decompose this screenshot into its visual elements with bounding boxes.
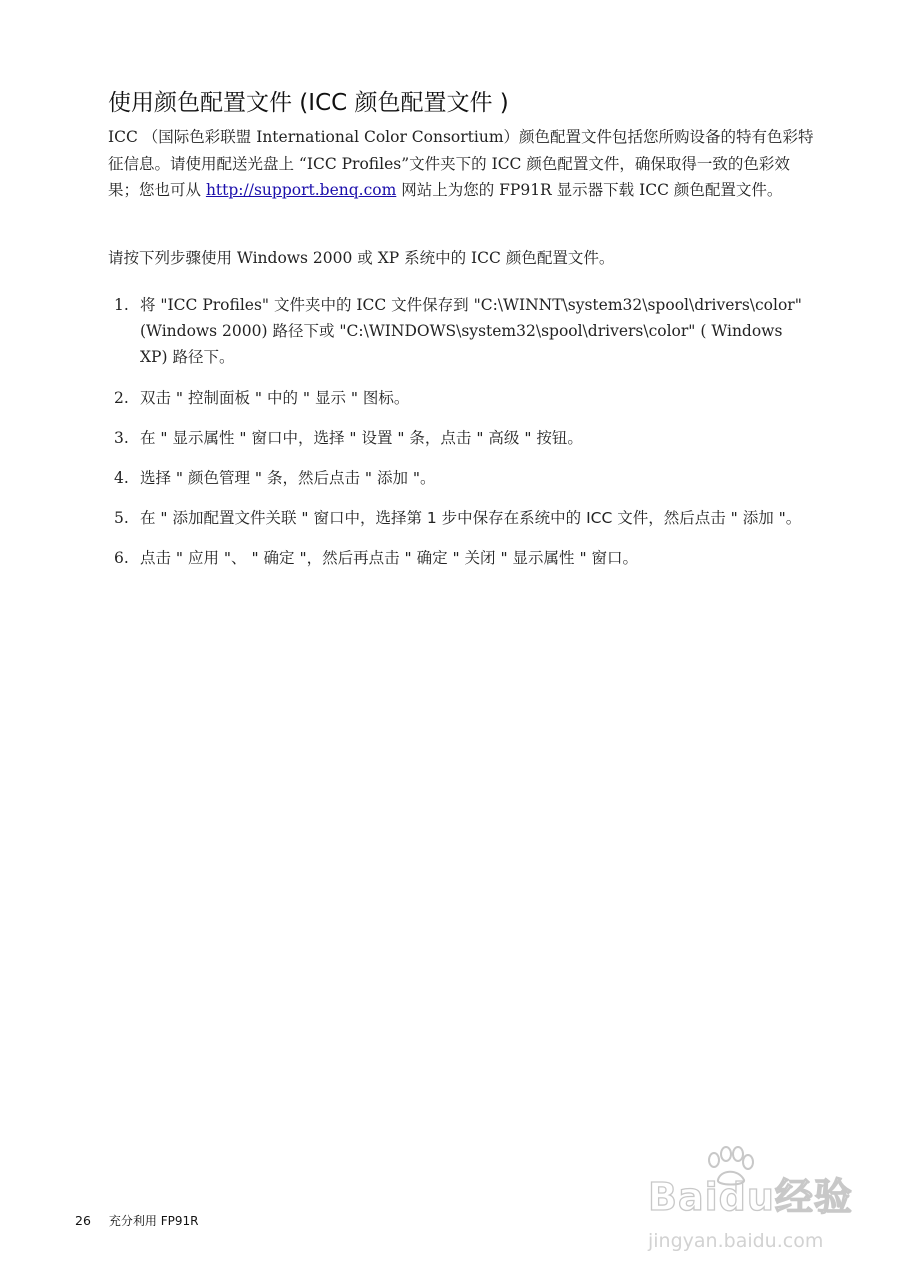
steps-list bbox=[108, 292, 814, 571]
step-item bbox=[108, 425, 814, 451]
watermark-url: jingyan.baidu.com bbox=[648, 1230, 824, 1252]
baidu-watermark bbox=[648, 1146, 854, 1268]
step-number: 2. bbox=[114, 389, 129, 407]
step-item bbox=[108, 545, 814, 571]
watermark-brand: Baidu经验 bbox=[648, 1175, 853, 1219]
section-title: 使用颜色配置文件 (ICC 颜色配置文件 ) bbox=[108, 90, 509, 116]
step-number: 6. bbox=[114, 549, 129, 567]
step-text: 在 " 显示属性 " 窗口中，选择 " 设置 " 条，点击 " 高级 " 按钮。 bbox=[140, 429, 583, 447]
page-number: 26 bbox=[75, 1213, 91, 1228]
step-text: 双击 " 控制面板 " 中的 " 显示 " 图标。 bbox=[140, 389, 410, 407]
intro-text-after-link: 网站上为您的 FP91R 显示器下载 ICC 颜色配置文件。 bbox=[396, 181, 783, 199]
step-item bbox=[108, 465, 814, 491]
step-number: 5. bbox=[114, 509, 129, 527]
steps-lead-text: 请按下列步骤使用 Windows 2000 或 XP 系统中的 ICC 颜色配置文件。 bbox=[108, 249, 615, 267]
step-number: 1. bbox=[114, 296, 129, 314]
step-item bbox=[108, 505, 814, 531]
page-footer bbox=[75, 1212, 198, 1229]
step-text: 将 "ICC Profiles" 文件夹中的 ICC 文件保存到 "C:\WINNT\system32\spool\drivers\color" (Windows 2000) 路径下或 "C:\WINDOWS\system32\spool\drivers\color" ( Windows XP) 路径下。 bbox=[140, 296, 802, 366]
support-link[interactable]: http://support.benq.com bbox=[205, 181, 397, 199]
step-item bbox=[108, 292, 814, 370]
step-item bbox=[108, 385, 814, 411]
step-number: 3. bbox=[114, 429, 129, 447]
footer-text: 充分利用 FP91R bbox=[108, 1214, 199, 1228]
step-number: 4. bbox=[114, 469, 129, 487]
step-text: 点击 " 应用 "、 " 确定 "，然后再点击 " 确定 " 关闭 " 显示属性 " 窗口。 bbox=[140, 549, 639, 567]
step-text: 在 " 添加配置文件关联 " 窗口中，选择第 1 步中保存在系统中的 ICC 文件，然后点击 " 添加 "。 bbox=[140, 509, 802, 527]
intro-paragraph bbox=[108, 124, 814, 204]
intro-text-before-link: ICC （国际色彩联盟 International Color Consortium）颜色配置文件包括您所购设备的特有色彩特征信息。请使用配送光盘上 “ICC Profiles”文件夹下的 ICC 颜色配置文件，确保取得一致的色彩效果；您也可从 bbox=[108, 128, 814, 199]
step-text: 选择 " 颜色管理 " 条，然后点击 " 添加 "。 bbox=[140, 469, 436, 487]
